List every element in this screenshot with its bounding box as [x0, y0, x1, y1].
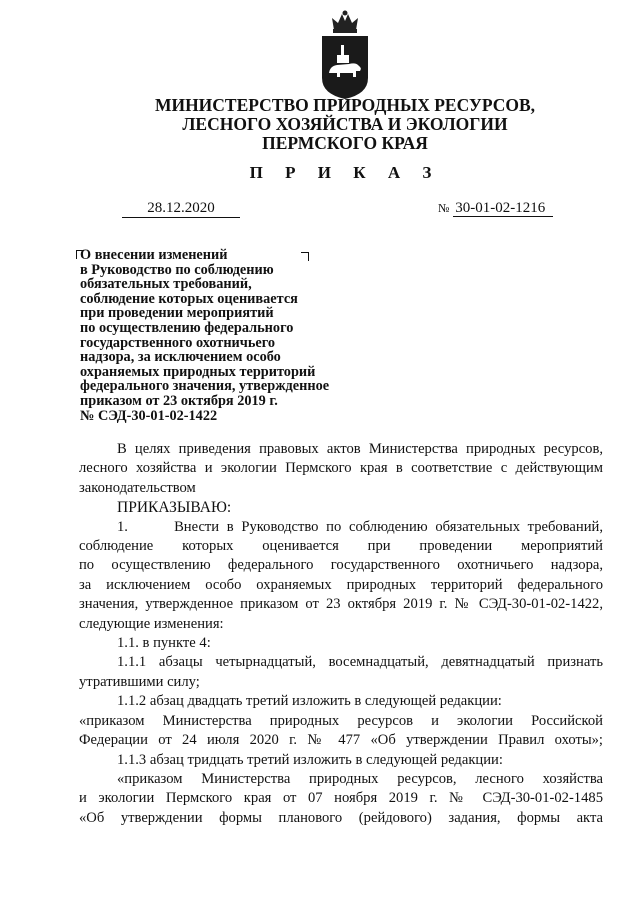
paragraph-1-line: 1. Внести в Руководство по соблюдению обязательных требований,: [117, 518, 603, 535]
paragraph-1-line: по осуществлению федерального государственного охотничьего надзора,: [79, 557, 603, 574]
preamble-line: законодательством: [79, 479, 196, 496]
subject-line: федерального значения, утвержденное: [80, 378, 330, 395]
subject-line: государственного охотничьего: [80, 334, 276, 351]
paragraph-1-line: соблюдение которых оценивается при проведении мероприятий: [79, 538, 603, 555]
subject-line: О внесении изменений: [80, 247, 228, 263]
quote-2-line: «Об утверждении формы планового (рейдового) задания, формы акта: [79, 809, 603, 826]
subject-line: по осуществлению федерального: [80, 319, 294, 336]
quote-1-line: «приказом Министерства природных ресурсов и экологии Российской: [79, 712, 603, 729]
preamble-line: лесного хозяйства и экологии Пермского края в соответствие с действующим: [79, 460, 603, 477]
item-1-1: 1.1. в пункте 4:: [117, 635, 211, 652]
paragraph-1-line: следующие изменения:: [79, 615, 224, 632]
subject-line: при проведении мероприятий: [80, 305, 274, 322]
subject-line: охраняемых природных территорий: [80, 363, 316, 380]
ministry-line: МИНИСТЕРСТВО ПРИРОДНЫХ РЕСУРСОВ,: [154, 95, 536, 115]
number-sign: №: [438, 201, 450, 215]
item-1-1-2: 1.1.2 абзац двадцать третий изложить в следующей редакции:: [117, 693, 502, 710]
item-1-1-1-line: 1.1.1 абзацы четырнадцатый, восемнадцатый, девятнадцатый признать: [117, 654, 603, 671]
coat-of-arms-emblem: [318, 10, 372, 100]
subject-line: надзора, за исключением особо: [80, 349, 281, 366]
subject-line: приказом от 23 октября 2019 г.: [80, 392, 278, 409]
quote-2-line: и экологии Пермского края от 07 ноября 2019 г. № СЭД-30-01-02-1485: [79, 790, 603, 807]
subject-line: № СЭД-30-01-02-1422: [80, 407, 218, 424]
item-1-1-1-line: утратившими силу;: [79, 673, 200, 690]
quote-2-line: «приказом Министерства природных ресурсов, лесного хозяйства: [117, 770, 603, 787]
document-body: [79, 440, 603, 828]
item-1-1-3: 1.1.3 абзац тридцать третий изложить в следующей редакции:: [117, 751, 503, 768]
subject-line: в Руководство по соблюдению: [80, 261, 274, 278]
orders-heading: ПРИКАЗЫВАЮ:: [117, 499, 232, 517]
subject-line: соблюдение которых оценивается: [80, 290, 298, 307]
ministry-line: ПЕРМСКОГО КРАЯ: [262, 133, 428, 153]
document-date: 28.12.2020: [122, 200, 240, 218]
ministry-name: [140, 96, 550, 153]
ministry-line: ЛЕСНОГО ХОЗЯЙСТВА И ЭКОЛОГИИ: [182, 114, 508, 134]
document-subject: [80, 248, 380, 423]
paragraph-1-line: за исключением особо охраняемых природных территорий федерального: [79, 576, 603, 593]
paragraph-1-line: значения, утвержденное приказом от 23 октября 2019 г. № СЭД-30-01-02-1422,: [79, 596, 603, 613]
preamble-line: В целях приведения правовых актов Министерства природных ресурсов,: [117, 441, 603, 457]
document-type: П Р И К А З: [249, 163, 441, 182]
number-value: 30-01-02-1216: [453, 200, 553, 217]
quote-1-line: Федерации от 24 июля 2020 г. № 477 «Об утверждении Правил охоты»;: [79, 732, 603, 749]
document-number: [438, 200, 553, 217]
subject-line: обязательных требований,: [80, 276, 252, 293]
